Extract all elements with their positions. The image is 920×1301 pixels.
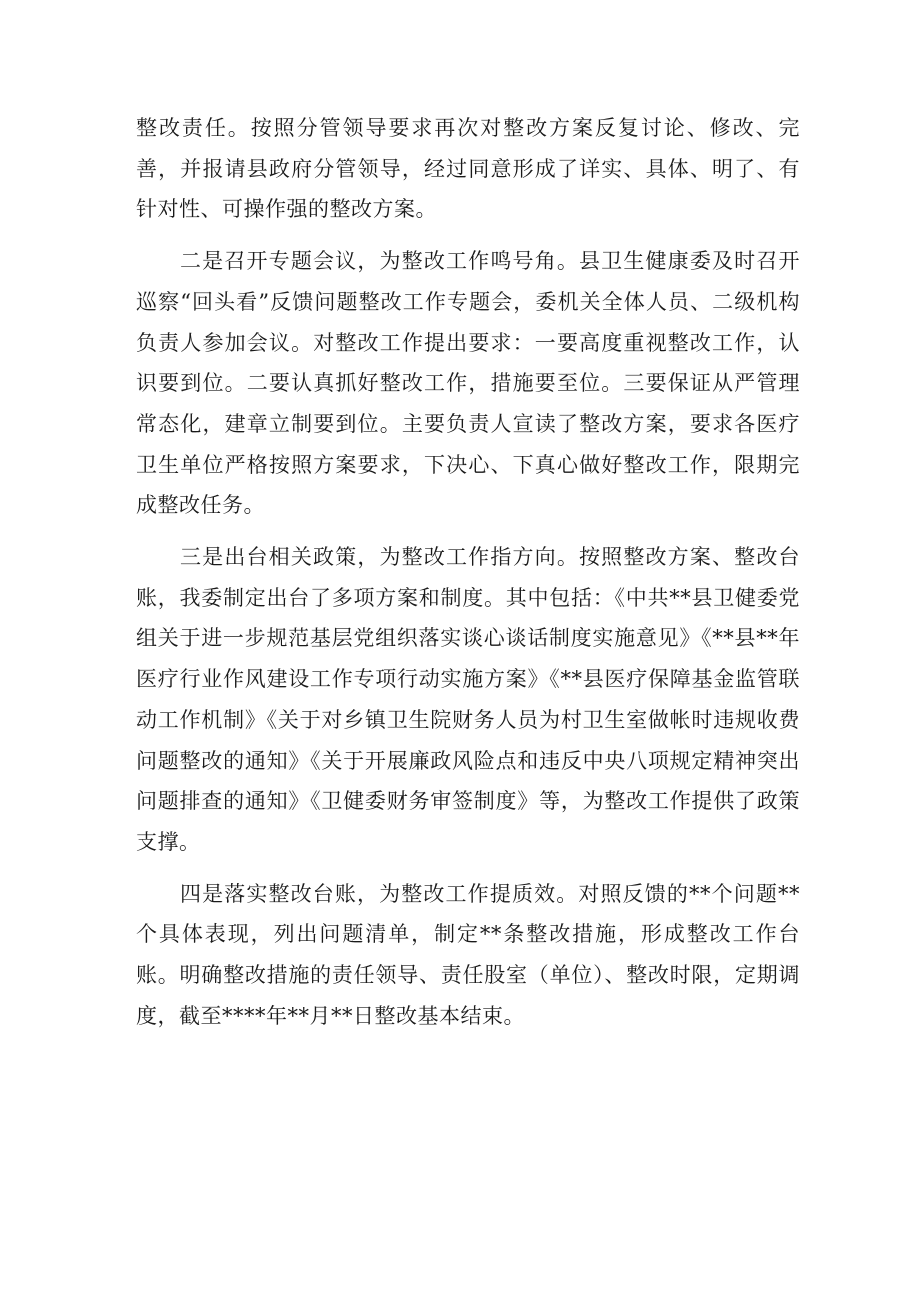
- document-body: [136, 108, 800, 1047]
- paragraph-continuation: 整改责任。按照分管领导要求再次对整改方案反复讨论、修改、完善，并报请县政府分管领导，经过同意形成了详实、具体、明了、有针对性、可操作强的整改方案。: [136, 116, 800, 222]
- paragraph-special-meeting: 二是召开专题会议，为整改工作鸣号角。县卫生健康委及时召开巡察“回头看”反馈问题整改工作专题会，委机关全体人员、二级机构负责人参加会议。对整改工作提出要求：一要高度重视整改工作，认识要到位。二要认真抓好整改工作，措施要至位。三要保证从严管理常态化，建章立制要到位。主要负责人宣读了整改方案，要求各医疗卫生单位严格按照方案要求，下决心、下真心做好整改工作，限期完成整改任务。: [136, 249, 800, 518]
- paragraph-ledger: 四是落实整改台账，为整改工作提质效。对照反馈的**个问题**个具体表现，列出问题清单，制定**条整改措施，形成整改工作台账。明确整改措施的责任领导、责任股室（单位）、整改时限，定期调度，截至****年**月**日整改基本结束。: [136, 881, 800, 1028]
- paragraph-policy: 三是出台相关政策，为整改工作指方向。按照整改方案、整改台账，我委制定出台了多项方案和制度。其中包括：《中共**县卫健委党组关于进一步规范基层党组织落实谈心谈话制度实施意见》《**县**年医疗行业作风建设工作专项行动实施方案》《**县医疗保障基金监管联动工作机制》《关于对乡镇卫生院财务人员为村卫生室做帐时违规收费问题整改的通知》《关于开展廉政风险点和违反中央八项规定精神突出问题排查的通知》《卫健委财务审签制度》等，为整改工作提供了政策支撑。: [136, 545, 800, 854]
